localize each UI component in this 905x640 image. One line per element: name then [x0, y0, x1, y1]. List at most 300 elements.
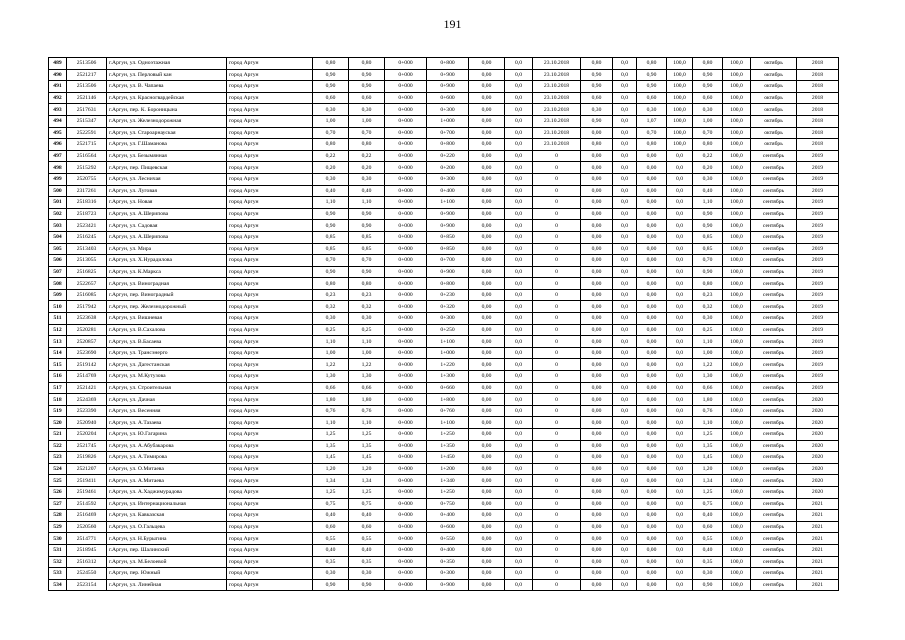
table-row: [49, 313, 839, 325]
table-cell: 100,0: [723, 371, 751, 383]
table-cell: 0: [533, 429, 581, 441]
table-row: [49, 394, 839, 406]
table-cell: 0: [533, 405, 581, 417]
table-cell: 1,45: [693, 452, 723, 464]
table-cell: 0,00: [469, 417, 505, 429]
table-cell: 0,00: [581, 429, 613, 441]
table-row: [49, 475, 839, 487]
table-cell: 23.10.2018: [533, 92, 581, 104]
table-cell: 517: [49, 382, 67, 394]
table-cell: г.Аргун, ул. Ю.Гагарина: [107, 429, 227, 441]
table-body: [49, 58, 839, 591]
table-cell: 0+850: [427, 231, 469, 243]
table-cell: 0,00: [469, 405, 505, 417]
table-cell: 23.10.2018: [533, 139, 581, 151]
table-cell: город Аргун: [227, 359, 313, 371]
table-cell: г.Аргун, пер. Шалинский: [107, 544, 227, 556]
table-cell: город Аргун: [227, 429, 313, 441]
table-cell: 0,0: [613, 139, 637, 151]
table-cell: 0,00: [469, 463, 505, 475]
table-cell: 512: [49, 324, 67, 336]
table-cell: город Аргун: [227, 173, 313, 185]
table-cell: 0+550: [427, 533, 469, 545]
table-cell: 0,85: [349, 243, 385, 255]
table-cell: 0,00: [581, 208, 613, 220]
table-cell: 1,07: [637, 115, 667, 127]
table-cell: 506: [49, 255, 67, 267]
table-cell: 0,00: [581, 510, 613, 522]
table-cell: 2516085: [67, 289, 107, 301]
table-cell: 0,00: [637, 475, 667, 487]
table-row: [49, 185, 839, 197]
table-cell: 0,00: [469, 440, 505, 452]
table-cell: 0,00: [469, 58, 505, 70]
table-cell: 0,00: [469, 220, 505, 232]
table-cell: город Аргун: [227, 313, 313, 325]
table-cell: город Аргун: [227, 139, 313, 151]
table-cell: 0+000: [385, 347, 427, 359]
table-cell: 0+000: [385, 197, 427, 209]
table-cell: 1,10: [349, 197, 385, 209]
table-cell: 0+220: [427, 150, 469, 162]
table-row: [49, 347, 839, 359]
table-cell: 0,0: [667, 208, 693, 220]
table-cell: г.Аргун, ул. Линейная: [107, 579, 227, 591]
table-cell: 2019: [797, 382, 839, 394]
table-cell: 1,25: [693, 486, 723, 498]
table-cell: 0,00: [637, 313, 667, 325]
table-cell: 0,0: [613, 289, 637, 301]
table-cell: город Аргун: [227, 266, 313, 278]
table-cell: 2019: [797, 208, 839, 220]
table-cell: 0,80: [349, 58, 385, 70]
table-cell: 2021: [797, 533, 839, 545]
table-cell: 0,00: [469, 255, 505, 267]
table-cell: 0+000: [385, 162, 427, 174]
table-cell: 0,70: [349, 127, 385, 139]
table-cell: 2520755: [67, 173, 107, 185]
table-cell: 0,30: [349, 104, 385, 116]
table-cell: 0,85: [313, 231, 349, 243]
table-cell: 0,00: [581, 243, 613, 255]
table-cell: 0,00: [469, 185, 505, 197]
table-cell: 0,00: [637, 173, 667, 185]
table-cell: сентябрь: [751, 394, 797, 406]
table-cell: 100,0: [667, 58, 693, 70]
table-cell: 2019: [797, 197, 839, 209]
table-cell: 2019: [797, 301, 839, 313]
table-cell: 0,0: [667, 347, 693, 359]
table-cell: г.Аргун, ул. Безымянная: [107, 150, 227, 162]
table-cell: 1,45: [313, 452, 349, 464]
table-cell: 0+000: [385, 173, 427, 185]
table-cell: 0,0: [505, 463, 533, 475]
table-cell: 0,0: [613, 278, 637, 290]
table-row: [49, 127, 839, 139]
table-cell: 0,66: [693, 382, 723, 394]
table-cell: 518: [49, 394, 67, 406]
table-cell: 0,80: [693, 58, 723, 70]
table-cell: 100,0: [723, 429, 751, 441]
table-row: [49, 429, 839, 441]
table-cell: 0,0: [505, 486, 533, 498]
table-cell: 0+000: [385, 440, 427, 452]
table-cell: 0+000: [385, 336, 427, 348]
table-cell: 100,0: [723, 579, 751, 591]
table-cell: г.Аргун, ул. Мира: [107, 243, 227, 255]
table-cell: 0,00: [581, 475, 613, 487]
table-cell: сентябрь: [751, 243, 797, 255]
table-cell: 0,0: [505, 104, 533, 116]
table-cell: сентябрь: [751, 463, 797, 475]
table-cell: сентябрь: [751, 359, 797, 371]
table-cell: 0,00: [637, 568, 667, 580]
table-cell: 0,80: [313, 278, 349, 290]
table-cell: 0,32: [313, 301, 349, 313]
table-cell: 0,00: [637, 231, 667, 243]
table-cell: 0,30: [349, 173, 385, 185]
table-cell: 0,00: [581, 301, 613, 313]
table-cell: г.Аргун, ул. А.Тазаева: [107, 417, 227, 429]
table-cell: 0,0: [505, 533, 533, 545]
table-cell: 0,0: [613, 266, 637, 278]
table-cell: 0,00: [637, 197, 667, 209]
table-cell: город Аргун: [227, 127, 313, 139]
table-cell: 0,60: [349, 521, 385, 533]
table-cell: 1,22: [349, 359, 385, 371]
table-cell: 1+350: [427, 440, 469, 452]
table-cell: 2523690: [67, 347, 107, 359]
table-cell: 0,0: [613, 475, 637, 487]
table-cell: 0,90: [693, 220, 723, 232]
table-cell: 1,25: [693, 429, 723, 441]
table-cell: 0,00: [469, 568, 505, 580]
table-cell: г.Аргун, ул. В.Сахалова: [107, 324, 227, 336]
table-cell: 2019: [797, 371, 839, 383]
table-cell: г.Аргун, пер. Железнодорожный: [107, 301, 227, 313]
table-cell: 0,00: [469, 429, 505, 441]
table-cell: 0,00: [637, 208, 667, 220]
table-cell: 0,0: [613, 394, 637, 406]
table-cell: 1,30: [313, 371, 349, 383]
table-cell: 0: [533, 324, 581, 336]
table-cell: 0,30: [349, 568, 385, 580]
table-cell: г.Аргун, ул. М.Кутузова: [107, 371, 227, 383]
table-cell: 0+750: [427, 498, 469, 510]
table-cell: 0,00: [637, 394, 667, 406]
table-cell: 2019: [797, 220, 839, 232]
table-cell: 2523154: [67, 579, 107, 591]
table-cell: 0,00: [581, 127, 613, 139]
table-cell: 0+230: [427, 289, 469, 301]
table-cell: 0,0: [505, 475, 533, 487]
table-cell: 1,00: [349, 347, 385, 359]
table-cell: 0,80: [637, 58, 667, 70]
table-cell: г.Аргун, пер. Виноградный: [107, 289, 227, 301]
table-cell: 2520940: [67, 417, 107, 429]
table-cell: 0,20: [313, 162, 349, 174]
table-cell: 0,00: [469, 475, 505, 487]
table-cell: 0,23: [313, 289, 349, 301]
table-cell: 0,40: [693, 544, 723, 556]
table-cell: 0,0: [613, 220, 637, 232]
table-cell: 1+100: [427, 336, 469, 348]
table-row: [49, 289, 839, 301]
table-cell: 0,0: [667, 301, 693, 313]
table-cell: сентябрь: [751, 498, 797, 510]
table-cell: 0,00: [581, 556, 613, 568]
table-cell: 0,0: [505, 510, 533, 522]
table-cell: 2018: [797, 69, 839, 81]
table-cell: город Аргун: [227, 440, 313, 452]
table-cell: 0,0: [505, 429, 533, 441]
table-cell: 0,23: [349, 289, 385, 301]
table-cell: 0: [533, 150, 581, 162]
table-cell: 0,0: [667, 510, 693, 522]
table-cell: 2021: [797, 544, 839, 556]
table-cell: 0+000: [385, 289, 427, 301]
table-cell: 0+000: [385, 463, 427, 475]
table-cell: 2524369: [67, 394, 107, 406]
table-cell: г.Аргун, ул. А.Шерипова: [107, 208, 227, 220]
table-cell: 0,0: [613, 301, 637, 313]
table-cell: 0,0: [667, 486, 693, 498]
table-cell: 0,0: [505, 69, 533, 81]
table-cell: 0,00: [637, 347, 667, 359]
table-cell: 0,0: [505, 579, 533, 591]
table-cell: 0,0: [505, 324, 533, 336]
table-cell: 0+400: [427, 510, 469, 522]
table-cell: 2513055: [67, 255, 107, 267]
table-cell: 2518723: [67, 208, 107, 220]
table-cell: город Аргун: [227, 243, 313, 255]
table-cell: 0,00: [469, 173, 505, 185]
table-cell: 0,00: [581, 324, 613, 336]
table-cell: октябрь: [751, 127, 797, 139]
table-cell: город Аргун: [227, 533, 313, 545]
table-row: [49, 579, 839, 591]
table-cell: 0,0: [667, 197, 693, 209]
table-cell: 0,40: [313, 185, 349, 197]
table-cell: 499: [49, 173, 67, 185]
table-cell: 0,00: [469, 243, 505, 255]
table-cell: 0+600: [427, 521, 469, 533]
table-cell: 0,00: [469, 347, 505, 359]
table-cell: 100,0: [723, 336, 751, 348]
table-cell: 1+100: [427, 197, 469, 209]
table-cell: 1,20: [349, 463, 385, 475]
table-cell: 0+900: [427, 69, 469, 81]
table-cell: 0,0: [613, 440, 637, 452]
table-cell: октябрь: [751, 139, 797, 151]
table-cell: 100,0: [723, 324, 751, 336]
table-cell: 1,20: [693, 463, 723, 475]
table-cell: 2021: [797, 510, 839, 522]
table-cell: 2516312: [67, 556, 107, 568]
table-cell: город Аргун: [227, 347, 313, 359]
table-cell: 520: [49, 417, 67, 429]
table-cell: 0: [533, 347, 581, 359]
table-cell: 0: [533, 579, 581, 591]
table-cell: 0,0: [667, 498, 693, 510]
table-cell: 2521421: [67, 382, 107, 394]
table-cell: 0,0: [613, 231, 637, 243]
table-cell: 1,35: [693, 440, 723, 452]
table-cell: 2520560: [67, 521, 107, 533]
table-cell: сентябрь: [751, 208, 797, 220]
table-cell: 0,00: [637, 278, 667, 290]
table-cell: 2514769: [67, 371, 107, 383]
table-cell: 2513506: [67, 81, 107, 93]
table-cell: 0,00: [637, 556, 667, 568]
table-cell: г.Аргун, ул. А.Хаджимурадова: [107, 486, 227, 498]
table-cell: город Аргун: [227, 255, 313, 267]
table-cell: 100,0: [723, 185, 751, 197]
table-cell: 0,0: [667, 544, 693, 556]
table-cell: 0,00: [637, 371, 667, 383]
table-cell: 2019: [797, 255, 839, 267]
table-cell: 492: [49, 92, 67, 104]
table-cell: 0,00: [581, 544, 613, 556]
table-cell: город Аргун: [227, 394, 313, 406]
table-cell: 100,0: [667, 127, 693, 139]
table-cell: г.Аргун, ул. Одноэтажная: [107, 58, 227, 70]
table-cell: 100,0: [723, 533, 751, 545]
table-cell: 0,0: [505, 301, 533, 313]
table-cell: город Аргун: [227, 92, 313, 104]
table-cell: 0,40: [349, 544, 385, 556]
table-row: [49, 371, 839, 383]
table-cell: 0,00: [469, 231, 505, 243]
table-cell: 0,00: [469, 359, 505, 371]
table-cell: 1,80: [693, 394, 723, 406]
table-cell: 23.10.2018: [533, 104, 581, 116]
table-cell: 0,90: [313, 69, 349, 81]
table-cell: г.Аргун, ул. К.Маркса: [107, 266, 227, 278]
table-cell: 0,0: [613, 371, 637, 383]
table-cell: г.Аргун, ул. А.Тимирова: [107, 452, 227, 464]
table-row: [49, 324, 839, 336]
table-cell: 0,00: [469, 92, 505, 104]
table-cell: 2019: [797, 231, 839, 243]
table-cell: 0+600: [427, 92, 469, 104]
table-cell: 0,00: [637, 510, 667, 522]
table-cell: 531: [49, 544, 67, 556]
table-cell: 0+000: [385, 255, 427, 267]
table-cell: октябрь: [751, 81, 797, 93]
table-row: [49, 81, 839, 93]
table-cell: 0,0: [505, 208, 533, 220]
table-cell: октябрь: [751, 104, 797, 116]
table-cell: 0+320: [427, 301, 469, 313]
table-cell: 0,0: [667, 359, 693, 371]
table-cell: 2519826: [67, 452, 107, 464]
table-row: [49, 162, 839, 174]
table-cell: 0,0: [667, 533, 693, 545]
table-cell: 100,0: [723, 197, 751, 209]
table-cell: 100,0: [723, 313, 751, 325]
table-cell: 0,0: [667, 162, 693, 174]
table-cell: 1,45: [349, 452, 385, 464]
table-cell: 1,10: [313, 417, 349, 429]
table-cell: 0,00: [581, 185, 613, 197]
table-cell: 0+000: [385, 150, 427, 162]
table-cell: 100,0: [723, 568, 751, 580]
table-cell: 0,60: [581, 92, 613, 104]
table-cell: 0,00: [581, 220, 613, 232]
table-cell: 2019: [797, 347, 839, 359]
table-row: [49, 440, 839, 452]
table-cell: сентябрь: [751, 521, 797, 533]
table-cell: 0,0: [505, 92, 533, 104]
table-cell: 2513403: [67, 243, 107, 255]
table-cell: 509: [49, 289, 67, 301]
table-cell: 1,20: [313, 463, 349, 475]
table-cell: 2521217: [67, 69, 107, 81]
table-cell: 0,75: [693, 498, 723, 510]
table-cell: 0,90: [349, 81, 385, 93]
table-cell: 0,30: [693, 313, 723, 325]
table-cell: октябрь: [751, 69, 797, 81]
table-cell: 0,0: [613, 347, 637, 359]
table-cell: 0,0: [667, 475, 693, 487]
table-cell: 0,00: [637, 336, 667, 348]
table-cell: город Аргун: [227, 417, 313, 429]
table-cell: 0,00: [581, 521, 613, 533]
table-cell: 0,00: [469, 278, 505, 290]
table-cell: 1,00: [313, 115, 349, 127]
table-cell: 1+250: [427, 429, 469, 441]
table-cell: 0,0: [613, 104, 637, 116]
table-row: [49, 521, 839, 533]
table-cell: 0,0: [505, 197, 533, 209]
table-cell: 0,00: [637, 521, 667, 533]
table-cell: 0,00: [637, 486, 667, 498]
table-cell: 0,80: [313, 58, 349, 70]
table-cell: 0,0: [667, 417, 693, 429]
table-cell: 0: [533, 313, 581, 325]
table-cell: 0+900: [427, 220, 469, 232]
table-cell: 0: [533, 243, 581, 255]
table-cell: сентябрь: [751, 452, 797, 464]
table-cell: октябрь: [751, 92, 797, 104]
table-cell: 0+760: [427, 405, 469, 417]
table-cell: 0,0: [667, 440, 693, 452]
table-row: [49, 115, 839, 127]
table-cell: 0,00: [469, 394, 505, 406]
table-cell: 0,0: [505, 266, 533, 278]
table-cell: 2520204: [67, 429, 107, 441]
table-row: [49, 278, 839, 290]
table-cell: 0,0: [613, 336, 637, 348]
table-cell: 0+000: [385, 405, 427, 417]
table-cell: 0: [533, 440, 581, 452]
table-cell: 0+000: [385, 382, 427, 394]
table-cell: 2019: [797, 150, 839, 162]
table-cell: 0,76: [313, 405, 349, 417]
table-cell: город Аргун: [227, 115, 313, 127]
table-cell: 1,30: [349, 371, 385, 383]
table-cell: 2521146: [67, 92, 107, 104]
table-cell: 100,0: [723, 150, 751, 162]
table-cell: 0,00: [469, 533, 505, 545]
table-cell: 0,00: [581, 382, 613, 394]
table-cell: г.Аргун, ул. Луговая: [107, 185, 227, 197]
table-cell: 2021: [797, 579, 839, 591]
table-cell: 2517631: [67, 104, 107, 116]
table-cell: 0,00: [637, 429, 667, 441]
table-cell: город Аргун: [227, 510, 313, 522]
